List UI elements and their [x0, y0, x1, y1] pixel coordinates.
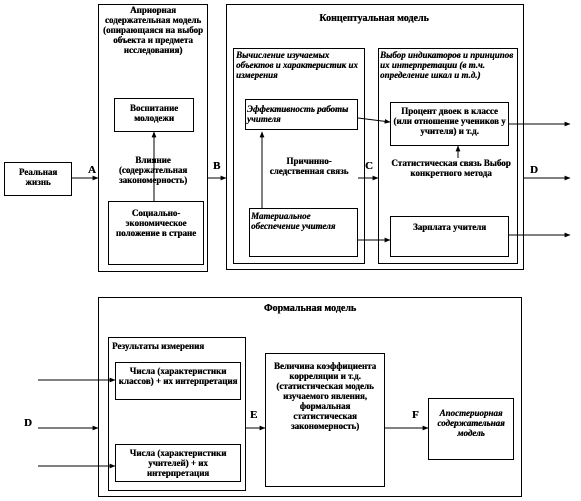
- statistical-link-text: Статистическая связь Выбор конкретного метода: [391, 158, 511, 178]
- selection-objects-text: Вычисление изучаемых объектов и характеристик их измерения: [236, 50, 358, 80]
- label-a: A: [88, 164, 96, 176]
- socio-economic-text: Социально-экономическое положение в стране: [115, 208, 197, 238]
- teacher-salary-text: Зарплата учителя: [412, 222, 487, 232]
- label-b: B: [213, 160, 221, 172]
- results-text: Результаты измерения: [112, 341, 205, 351]
- percent-classes-text: Процент двоек в классе (или отношение учеников у учителя) и т.д.: [393, 106, 506, 136]
- a-posteriori-text: Апостериорная содержательная модель: [437, 408, 505, 438]
- label-d-bottom: D: [24, 417, 32, 429]
- label-c: C: [365, 160, 373, 172]
- real-life-text: Реальная жизнь: [18, 167, 58, 187]
- formal-title: Формальная модель: [263, 303, 357, 314]
- teacher-material-text: Материальное обеспечение учителя: [251, 211, 336, 231]
- label-d-top: D: [530, 164, 538, 176]
- a-priori-title: Априорная содержательная модель (опирающаяся на выбор объекта и предмета исследования): [102, 5, 204, 55]
- numbers-teachers-text: Числа (характеристики учителей) + их интерпретация: [129, 448, 227, 478]
- youth-upbringing-text: Воспитание молодежи: [129, 103, 179, 123]
- label-f: F: [412, 409, 419, 421]
- correlation-text: Величина коэффициента корреляции и т.д. (статистическая модель изучаемого явления, формальная статистическая закономерность): [273, 361, 377, 431]
- causal-link-text: Причинно-следственная связь: [269, 156, 349, 176]
- conceptual-title: Концептуальная модель: [319, 13, 429, 24]
- indicator-selection-text: Выбор индикаторов и принципов их интерпретации (в т.ч. определение шкал и т.д.): [380, 50, 514, 80]
- teacher-efficiency-text: Эффективность работы учителя: [247, 104, 349, 124]
- numbers-classes-text: Числа (характеристики классов) + их интерпретация: [118, 366, 238, 386]
- influence-text: Влияние (содержательная закономерность): [118, 155, 188, 185]
- label-e: E: [250, 409, 258, 421]
